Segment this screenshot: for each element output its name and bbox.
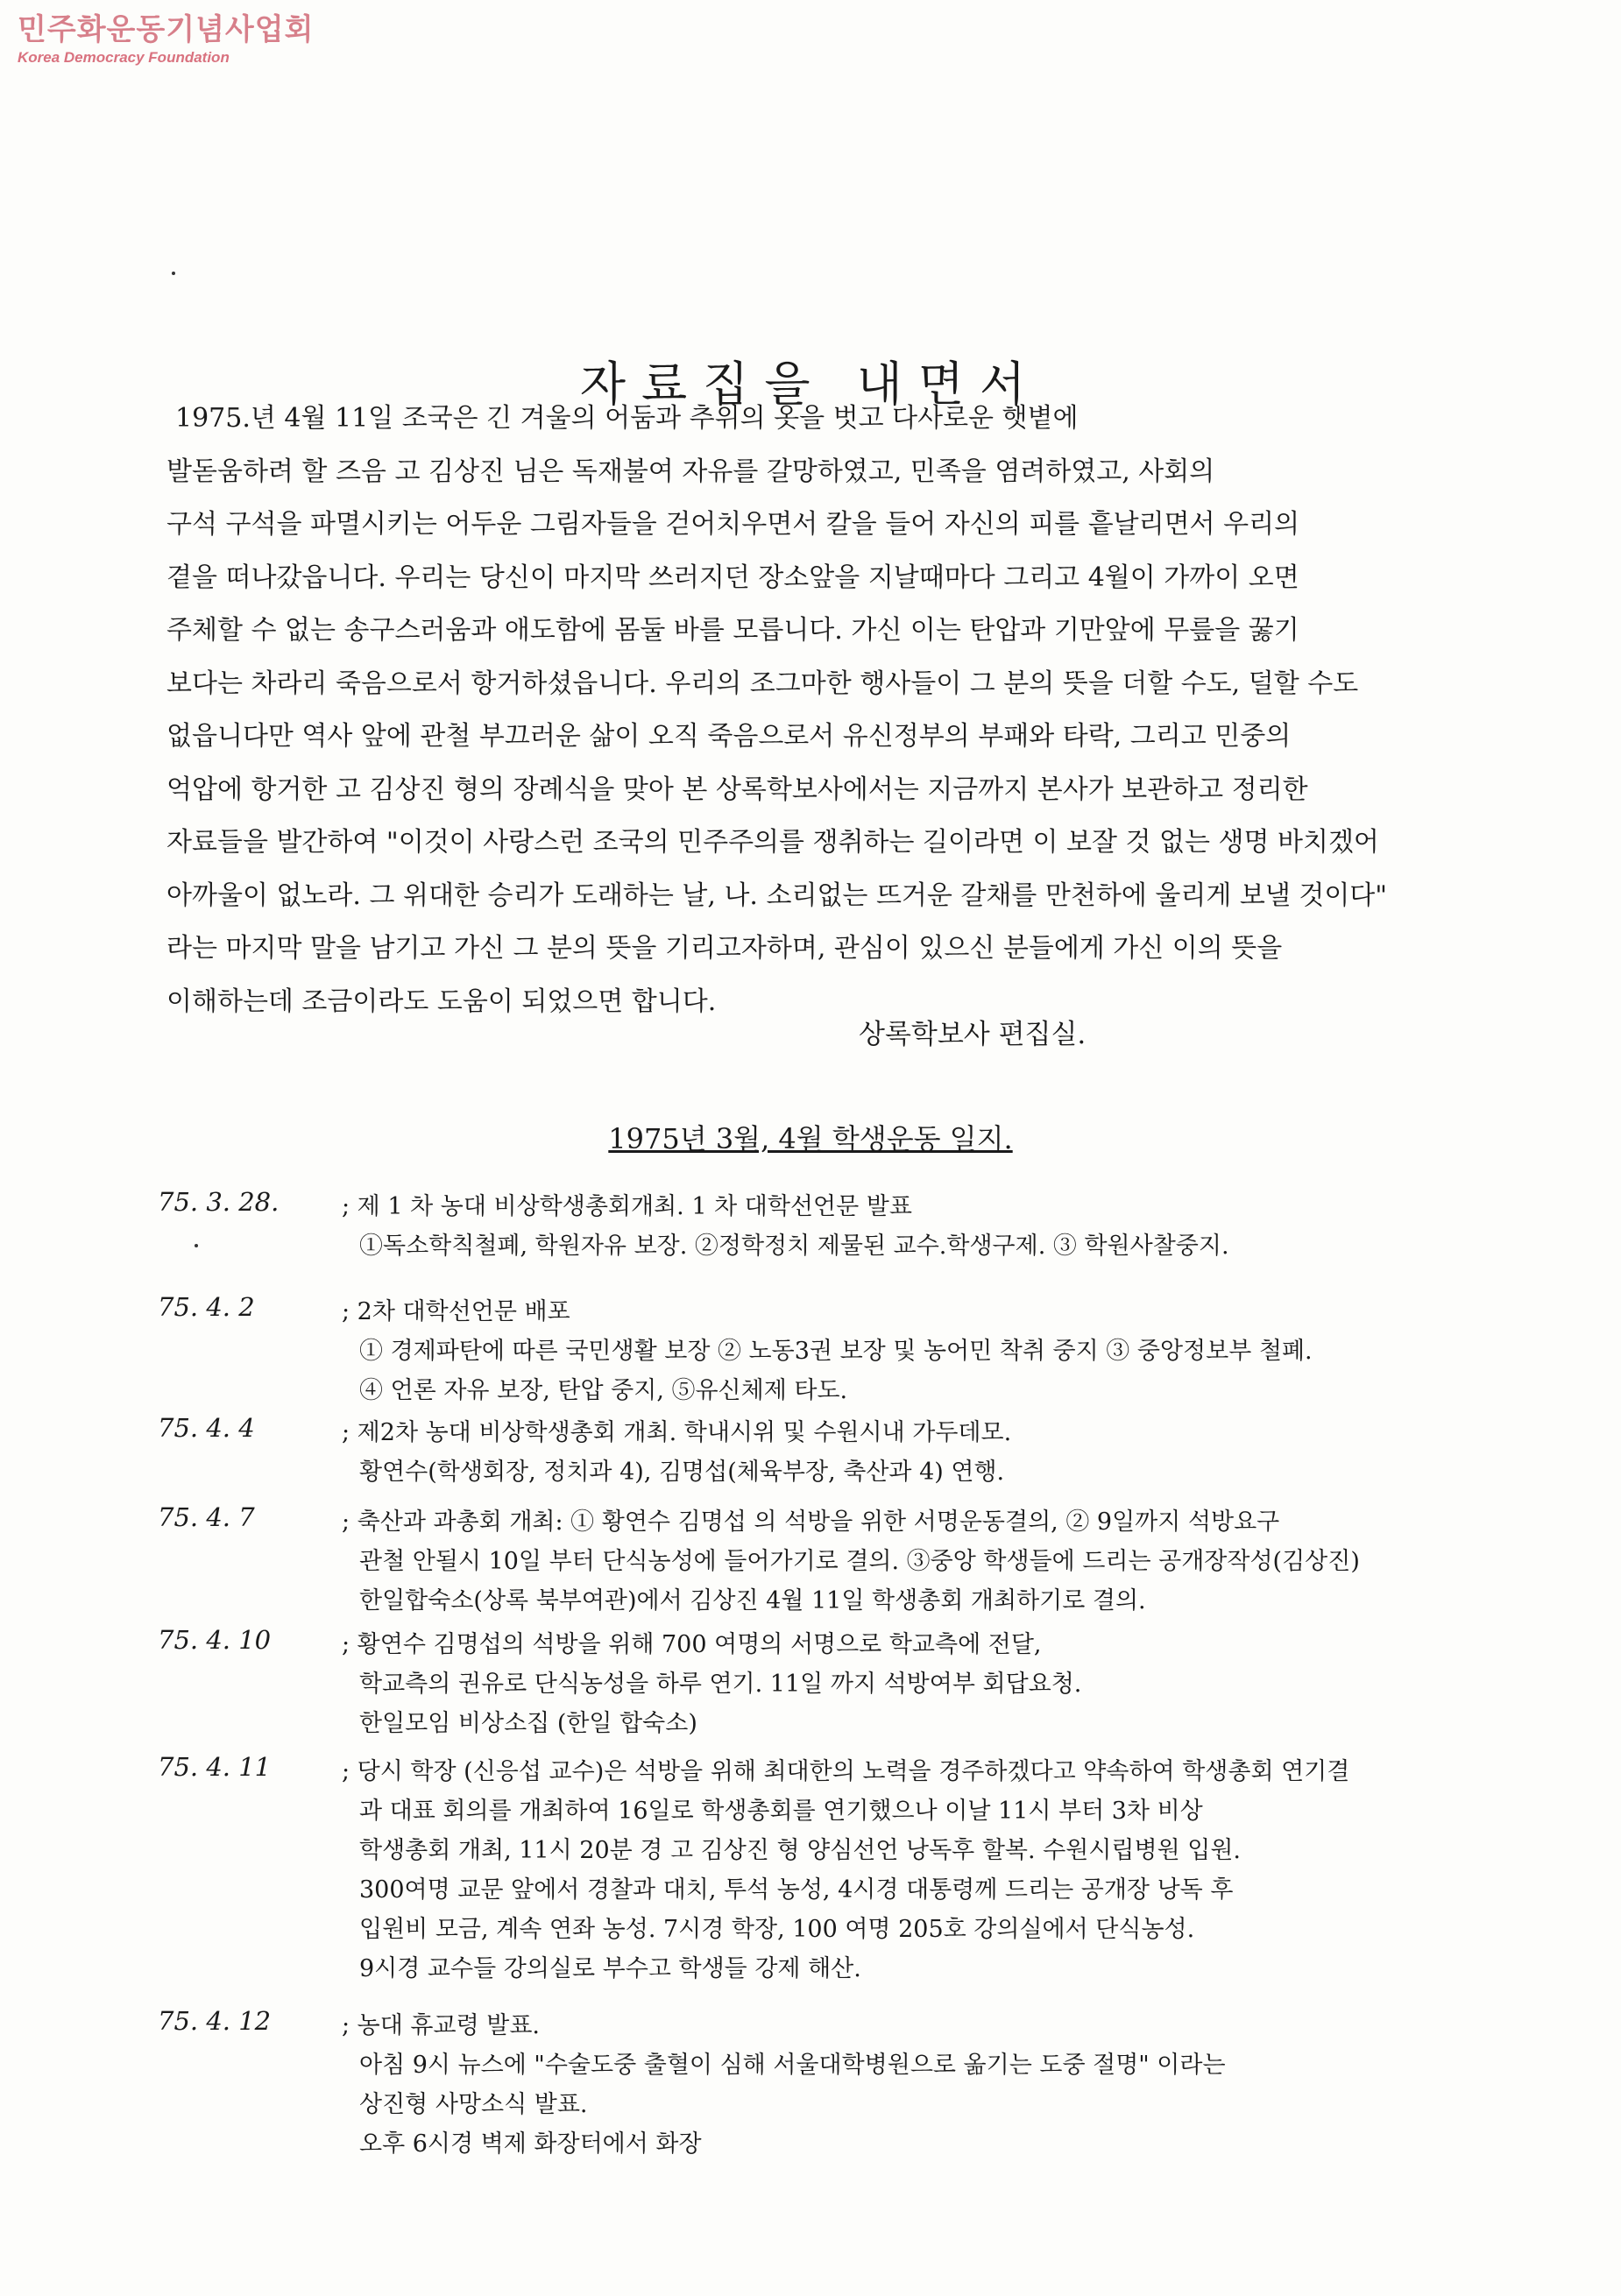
- entry-line: 과 대표 회의를 개최하여 16일로 학생총회를 연기했으나 이날 11시 부터 3차 비상: [359, 1798, 1203, 1825]
- watermark-logo: [18, 14, 314, 67]
- entry-line: 상진형 사망소식 발표.: [359, 2091, 588, 2118]
- entry-line: 300여명 교문 앞에서 경찰과 대치, 투석 농성, 4시경 대통령께 드리는 공개장 낭독 후: [359, 1876, 1234, 1904]
- preface-line: 구석 구석을 파멸시키는 어두운 그림자들을 걷어치우면서 칼을 들어 자신의 피를 흩날리면서 우리의: [166, 509, 1300, 540]
- entry-date: 75. 4. 12: [158, 2006, 272, 2036]
- entry-lines: [342, 2006, 1525, 2164]
- entry-line: ④ 언론 자유 보장, 탄압 중지, ⑤유신체제 타도.: [359, 1377, 848, 1404]
- entry-line: ; 황연수 김명섭의 석방을 위해 700 여명의 서명으로 학교측에 전달,: [342, 1631, 1042, 1658]
- entry-date: 75. 3. 28.: [158, 1187, 280, 1217]
- entry-lines: [342, 1502, 1525, 1621]
- preface-line: 아까울이 없노라. 그 위대한 승리가 도래하는 날, 나. 소리없는 뜨거운 갈채를 만천하에 울리게 보낼 것이다": [166, 880, 1388, 911]
- entry-date: 75. 4. 4: [158, 1413, 255, 1443]
- preface-line: 발돋움하려 할 즈음 고 김상진 님은 독재불여 자유를 갈망하였고, 민족을 염려하였고, 사회의: [166, 456, 1215, 487]
- entry-date: 75. 4. 2: [158, 1292, 255, 1322]
- entry-line: ; 당시 학장 (신응섭 교수)은 석방을 위해 최대한의 노력을 경주하겠다고 약속하여 학생총회 연기결: [342, 1758, 1350, 1785]
- entry-line: 한일모임 비상소집 (한일 합숙소): [359, 1710, 697, 1737]
- entry-date: 75. 4. 11: [158, 1752, 272, 1782]
- document-title: 자료집을 내면서: [579, 357, 1042, 413]
- entry-line: ; 제2차 농대 비상학생총회 개최. 학내시위 및 수원시내 가두데모.: [342, 1419, 1012, 1446]
- watermark-english: Korea Democracy Foundation: [18, 49, 230, 67]
- preface-line: 라는 마지막 말을 남기고 가신 그 분의 뜻을 기리고자하며, 관심이 있으신 분들에게 가신 이의 뜻을: [166, 933, 1283, 964]
- entry-line: 입원비 모금, 계속 연좌 농성. 7시경 학장, 100 여명 205호 강의실에서 단식농성.: [359, 1916, 1195, 1943]
- preface-line: 자료들을 발간하여 "이것이 사랑스런 조국의 민주주의를 쟁취하는 길이라면 이 보잘 것 없는 생명 바치겠어: [166, 827, 1379, 858]
- watermark-korean: 민주화운동기념사업회: [18, 12, 315, 47]
- entry-date: 75. 4. 10: [158, 1625, 272, 1655]
- preface-line: 1975.년 4월 11일 조국은 긴 겨울의 어둠과 추위의 옷을 벗고 다사로운 햇볕에: [175, 403, 1079, 434]
- preface-line: 보다는 차라리 죽음으로서 항거하셨읍니다. 우리의 조그마한 행사들이 그 분의 뜻을 더할 수도, 덜할 수도: [166, 668, 1359, 699]
- entry-line: 학생총회 개최, 11시 20분 경 고 김상진 형 양심선언 낭독후 할복. 수원시립병원 입원.: [359, 1837, 1241, 1864]
- entry-line: 9시경 교수들 강의실로 부수고 학생들 강제 해산.: [359, 1955, 861, 1982]
- preface-text: [166, 392, 1498, 1028]
- scan-speck: [195, 1244, 198, 1247]
- preface-line: 없읍니다만 역사 앞에 관철 부끄러운 삶이 오직 죽음으로서 유신정부의 부패와 타락, 그리고 민중의: [166, 721, 1292, 752]
- entry-line: ; 축산과 과총회 개최: ① 황연수 김명섭 의 석방을 위한 서명운동결의, ② 9일까지 석방요구: [342, 1508, 1280, 1536]
- entry-line: ; 제 1 차 농대 비상학생총회개최. 1 차 대학선언문 발표: [342, 1193, 912, 1220]
- entry-lines: [342, 1187, 1525, 1266]
- chronology-title: 1975년 3월, 4월 학생운동 일지.: [608, 1122, 1013, 1155]
- entry-lines: [342, 1625, 1525, 1743]
- entry-line: ; 2차 대학선언문 배포: [342, 1298, 570, 1325]
- entry-line: ①독소학칙철폐, 학원자유 보장. ②정학정치 제물된 교수.학생구제. ③ 학원사찰중지.: [359, 1233, 1229, 1260]
- signature: 상록학보사 편집실.: [859, 1019, 1087, 1050]
- entry-line: ; 농대 휴교령 발표.: [342, 2012, 541, 2039]
- entry-line: 아침 9시 뉴스에 "수술도중 출혈이 심해 서울대학병원으로 옮기는 도중 절명" 이라는: [359, 2052, 1226, 2079]
- preface-line: 주체할 수 없는 송구스러움과 애도함에 몸둘 바를 모릅니다. 가신 이는 탄압과 기만앞에 무릎을 꿇기: [166, 615, 1299, 646]
- entry-date: 75. 4. 7: [158, 1502, 255, 1532]
- preface-line: 곁을 떠나갔읍니다. 우리는 당신이 마지막 쓰러지던 장소앞을 지날때마다 그리고 4월이 가까이 오면: [166, 562, 1299, 593]
- preface-line: 억압에 항거한 고 김상진 형의 장례식을 맞아 본 상록학보사에서는 지금까지 본사가 보관하고 정리한: [166, 774, 1308, 805]
- entry-line: ① 경제파탄에 따른 국민생활 보장 ② 노동3권 보장 및 농어민 착취 중지 ③ 중앙정보부 철폐.: [359, 1338, 1313, 1365]
- entry-line: 오후 6시경 벽제 화장터에서 화장: [359, 2130, 702, 2158]
- entry-lines: [342, 1752, 1525, 1989]
- entry-lines: [342, 1413, 1525, 1492]
- entry-line: 황연수(학생회장, 정치과 4), 김명섭(체육부장, 축산과 4) 연행.: [359, 1459, 1005, 1486]
- preface-line: 이해하는데 조금이라도 도움이 되었으면 합니다.: [166, 986, 717, 1017]
- entry-lines: [342, 1292, 1525, 1410]
- entry-line: 한일합숙소(상록 북부여관)에서 김상진 4월 11일 학생총회 개최하기로 결의.: [359, 1587, 1146, 1614]
- scan-speck: [172, 272, 175, 275]
- entry-line: 학교측의 권유로 단식농성을 하루 연기. 11일 까지 석방여부 회답요청.: [359, 1671, 1082, 1698]
- entry-line: 관철 안될시 10일 부터 단식농성에 들어가기로 결의. ③중앙 학생들에 드리는 공개장작성(김상진): [359, 1548, 1360, 1575]
